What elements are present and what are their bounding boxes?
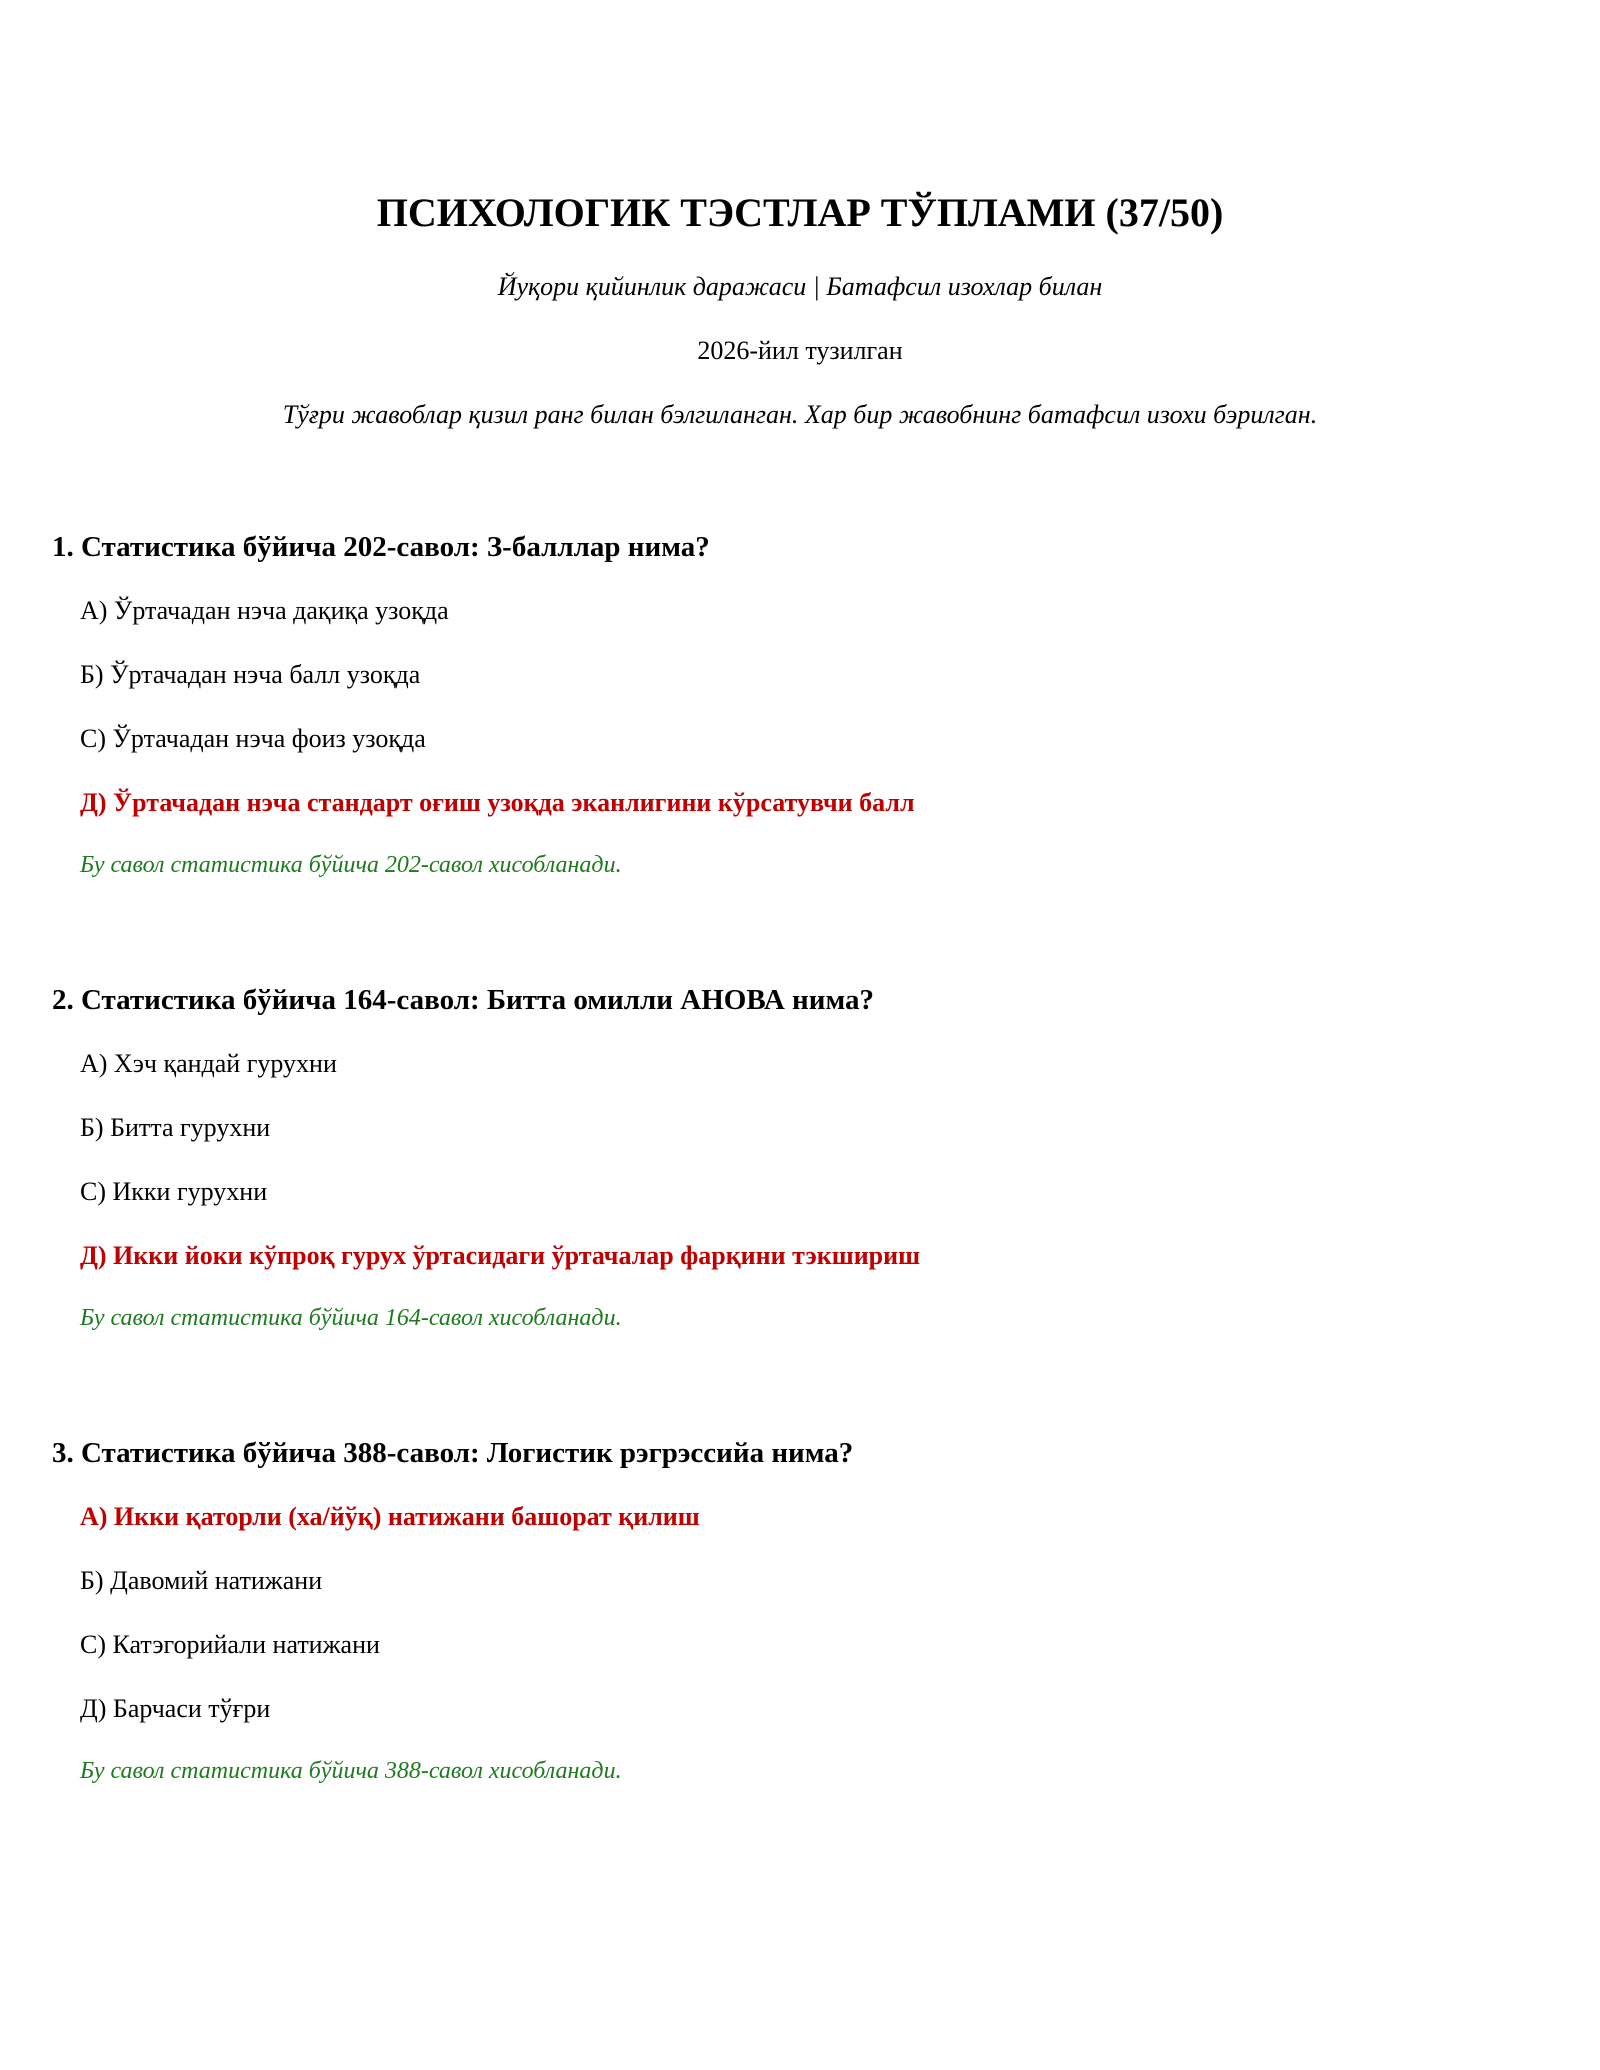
question-2 bbox=[52, 980, 1552, 1336]
question-explanation: Бу савол статистика бўйича 202-савол хисобланади. bbox=[80, 852, 622, 878]
question-explanation: Бу савол статистика бўйича 164-савол хисобланади. bbox=[80, 1305, 622, 1331]
question-explanation: Бу савол статистика бўйича 388-савол хисобланади. bbox=[80, 1758, 622, 1784]
question-title: 1. Статистика бўйича 202-савол: З-балллар нима? bbox=[52, 531, 710, 563]
answer-option-c: С) Катэгорийали натижани bbox=[80, 1630, 380, 1659]
answer-option-c: С) Икки гурухни bbox=[80, 1177, 268, 1206]
page-title: ПСИХОЛОГИК ТЭСТЛАР ТЎПЛАМИ (37/50) bbox=[376, 190, 1224, 235]
year-line: 2026-йил тузилган bbox=[697, 336, 903, 365]
page-subtitle: Йуқори қийинлик даражаси | Батафсил изохлар билан bbox=[497, 272, 1103, 301]
answer-option-a: А) Хэч қандай гурухни bbox=[80, 1049, 337, 1078]
answer-option-d-correct: Д) Ўртачадан нэча стандарт оғиш узоқда эканлигини кўрсатувчи балл bbox=[80, 788, 915, 817]
answer-option-b: Б) Битта гурухни bbox=[80, 1113, 271, 1142]
answer-option-d: Д) Барчаси тўғри bbox=[80, 1694, 271, 1723]
answer-option-d-correct: Д) Икки йоки кўпроқ гурух ўртасидаги ўртачалар фарқини тэкшириш bbox=[80, 1241, 921, 1270]
instructions-note: Тўғри жавоблар қизил ранг билан бэлгиланган. Хар бир жавобнинг батафсил изохи бэрилган. bbox=[282, 400, 1318, 429]
question-1 bbox=[52, 527, 1552, 883]
answer-option-a-correct: А) Икки қаторли (ха/йўқ) натижани башорат қилиш bbox=[80, 1502, 700, 1531]
question-title: 3. Статистика бўйича 388-савол: Логистик рэгрэссийа нима? bbox=[52, 1437, 854, 1469]
question-3 bbox=[52, 1433, 1552, 1789]
answer-option-a: А) Ўртачадан нэча дақиқа узоқда bbox=[80, 596, 449, 625]
question-title: 2. Статистика бўйича 164-савол: Битта омилли АНОВА нима? bbox=[52, 984, 874, 1016]
answer-option-b: Б) Давомий натижани bbox=[80, 1566, 323, 1595]
answer-option-c: С) Ўртачадан нэча фоиз узоқда bbox=[80, 724, 426, 753]
answer-option-b: Б) Ўртачадан нэча балл узоқда bbox=[80, 660, 421, 689]
